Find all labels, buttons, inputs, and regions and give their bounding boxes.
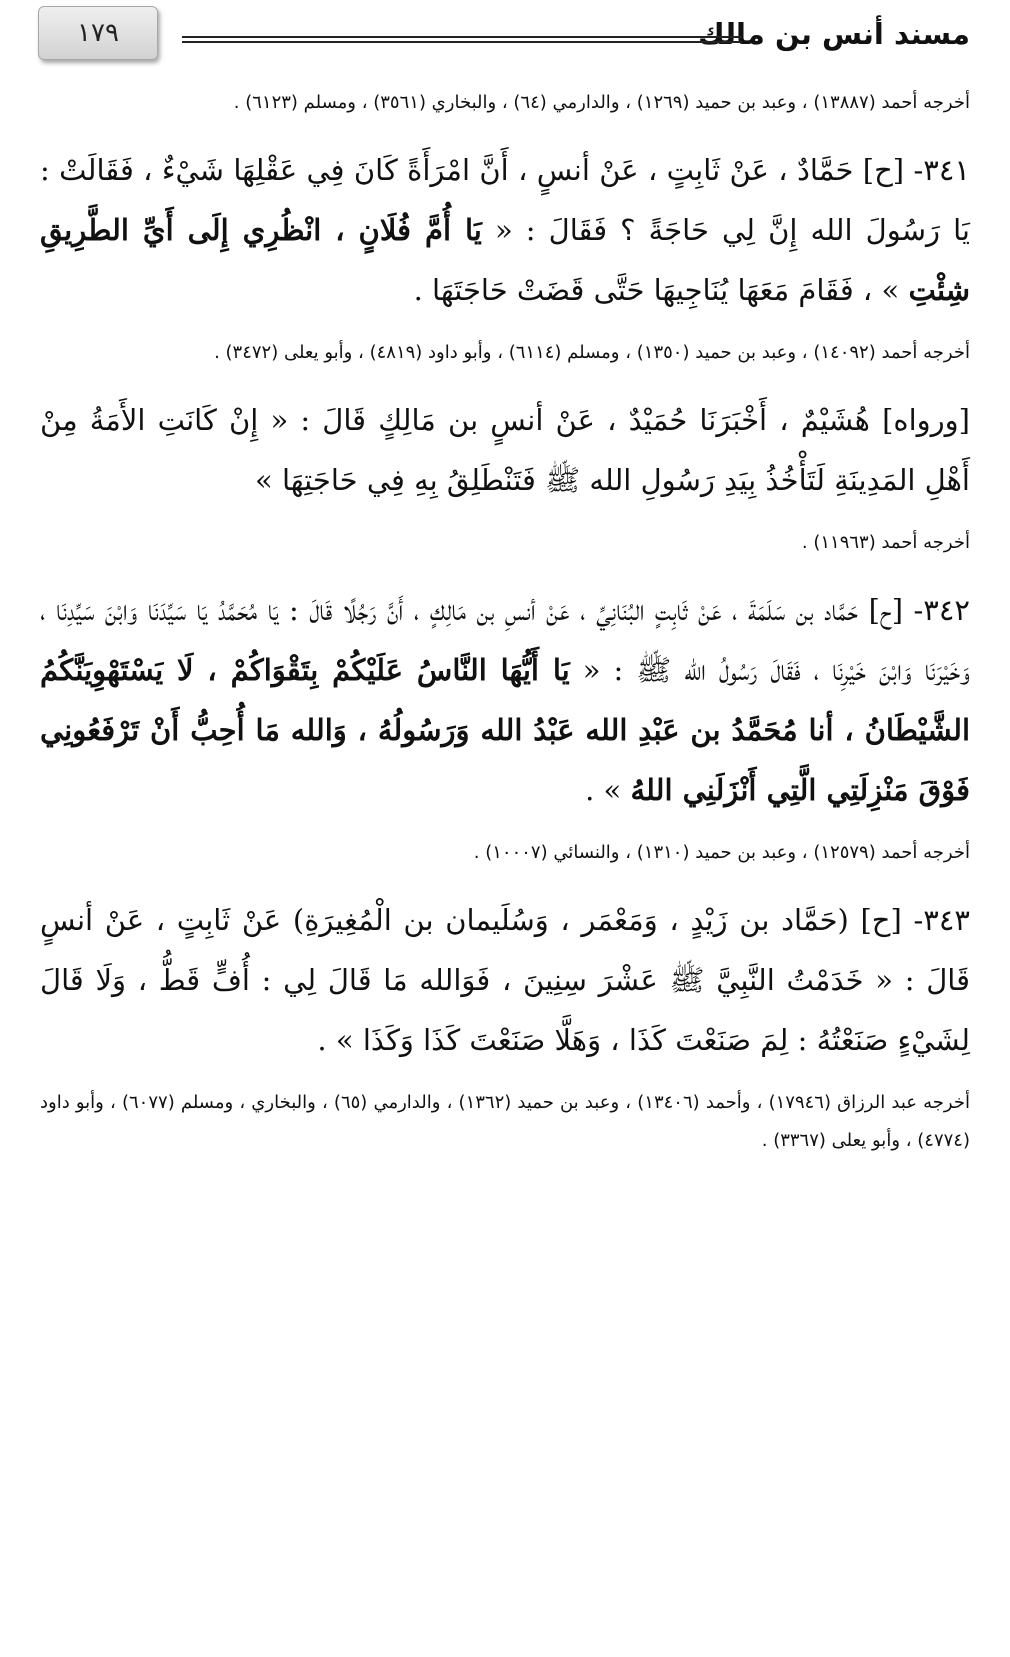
- hadith-narration: حَمَّادٌ ، عَنْ ثَابِتٍ ، عَنْ أنسٍ ، أَنَّ امْرَأَةً كَانَ فِي عَقْلِهَا شَيْءٌ ، فَقَالَتْ : يَا رَسُولَ الله إِنَّ لِي حَاجَةً ؟ فَقَالَ : «: [40, 153, 970, 247]
- hadith-341: [40, 140, 970, 320]
- header-rule: [182, 36, 742, 43]
- hadith-ending: » ، فَقَامَ مَعَهَا يُنَاجِيهَا حَتَّى قَضَتْ حَاجَتَهَا .: [413, 273, 900, 307]
- hadith-343: [40, 890, 970, 1070]
- riwaya-hushaym: [40, 390, 970, 510]
- takhrij-footnote-0: أخرجه أحمد (١٣٨٨٧) ، وعبد بن حميد (١٢٦٩) ، والدارمي (٦٤) ، والبخاري (٣٥٦١) ، ومسلم (٦١٢٣) .: [233, 92, 970, 113]
- hadith-number: ٣٤٣- [ح]: [860, 903, 970, 937]
- takhrij-footnote-1: أخرجه أحمد (١٤٠٩٢) ، وعبد بن حميد (١٣٥٠) ، ومسلم (٦١١٤) ، وأبو داود (٤٨١٩) ، وأبو يعلى (٣٤٧٢) .: [214, 342, 970, 363]
- riwaya-tag: [ورواه]: [882, 403, 970, 437]
- hadith-ending: » .: [585, 773, 622, 807]
- page-content: [40, 84, 970, 1178]
- prophetic-quote: يَا أُمَّ فُلَانٍ ، انْظُرِي إِلَى أَيِّ الطَّرِيقِ شِئْتِ: [40, 213, 970, 307]
- hadith-narration: (حَمَّاد بن زَيْدٍ ، وَمَعْمَر ، وَسُلَيمان بن الْمُغِيرَةِ) عَنْ ثَابِتٍ ، عَنْ أنسٍ قَالَ : « خَدَمْتُ النَّبِيَّ ﷺ عَشْرَ سِنِينَ ، فَوَالله مَا قَالَ لِي : أُفٍّ قَطُّ ، وَلَا قَالَ لِشَيْءٍ صَنَعْتُهُ : لِمَ صَنَعْتَ كَذَا ، وَهَلَّا صَنَعْتَ كَذَا وَكَذَا » .: [40, 903, 970, 1057]
- hadith-narration: حَمَّاد بن سَلَمَةَ ، عَنْ ثَابِتٍ البُنَانِيِّ ، عَنْ أنسِ بن مَالِكٍ ، أَنَّ رَجُلًا قَالَ : يَا مُحَمَّدُ يَا سَيِّدَنَا وَابْنَ سَيِّدِنَا ، وَخَيْرَنَا وَابْنَ خَيْرِنَا ، فَقَالَ رَسُولُ الله ﷺ : «: [40, 593, 971, 687]
- running-title: مسند أنس بن مالك: [698, 17, 970, 51]
- riwaya-text: هُشَيْمٌ ، أَخْبَرَنَا حُمَيْدٌ ، عَنْ أنسٍ بن مَالِكٍ قَالَ : « إِنْ كَانَتِ الأَمَةُ مِنْ أَهْلِ المَدِينَةِ لَتَأْخُذُ بِيَدِ رَسُولِ الله ﷺ فَتَنْطَلِقُ بِهِ فِي حَاجَتِهَا »: [40, 403, 970, 497]
- page-number-tab: [38, 6, 158, 60]
- takhrij-footnote-4: أخرجه عبد الرزاق (١٧٩٤٦) ، وأحمد (١٣٤٠٦) ، وعبد بن حميد (١٣٦٢) ، والدارمي (٦٥) ، والبخاري ، ومسلم (٦٠٧٧) ، وأبو داود (٤٧٧٤) ، وأبو يعلى (٣٣٦٧) .: [40, 1092, 970, 1151]
- hadith-number: ٣٤٢- [ح]: [868, 593, 970, 627]
- takhrij-footnote-2: أخرجه أحمد (١١٩٦٣) .: [801, 532, 970, 553]
- hadith-342: [40, 580, 970, 820]
- page-number: ١٧٩: [77, 18, 119, 48]
- takhrij-footnote-3: أخرجه أحمد (١٢٥٧٩) ، وعبد بن حميد (١٣١٠) ، والنسائي (١٠٠٠٧) .: [473, 842, 970, 863]
- prophetic-quote: يَا أَيُّهَا النَّاسُ عَلَيْكُمْ بِتَقْوَاكُمْ ، لَا يَسْتَهْوِيَنَّكُمُ الشَّيْطَانُ ، أنا مُحَمَّدُ بن عَبْدِ الله عَبْدُ الله وَرَسُولُهُ ، وَالله مَا أُحِبُّ أَنْ تَرْفَعُونِي فَوْقَ مَنْزِلَتِي الَّتِي أَنْزَلَنِي اللهُ: [40, 653, 970, 807]
- hadith-number: ٣٤١- [ح]: [862, 153, 970, 187]
